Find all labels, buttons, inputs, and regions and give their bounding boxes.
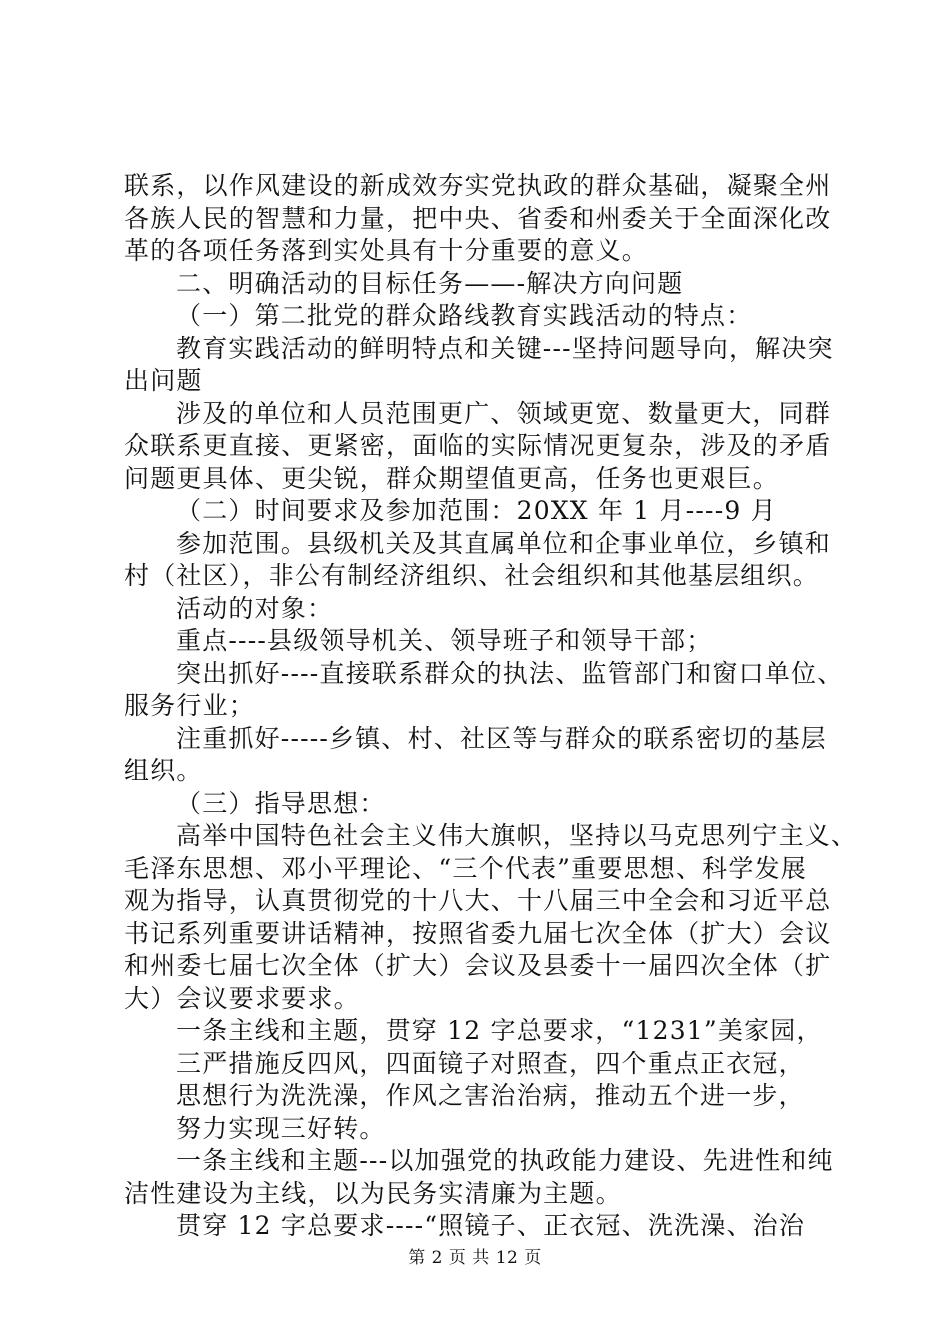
- text-line: 重点----县级领导机关、领导班子和领导干部；: [176, 626, 713, 655]
- text-line: 教育实践活动的鲜明特点和关键---坚持问题导向，解决突: [176, 333, 834, 363]
- text-line: 突出抓好----直接联系群众的执法、监管部门和窗口单位、: [176, 658, 844, 688]
- text-line: 涉及的单位和人员范围更广、领域更宽、数量更大，同群: [176, 398, 832, 428]
- text-line: 注重抓好-----乡镇、村、社区等与群众的联系密切的基层: [176, 723, 827, 753]
- text-line: 书记系列重要讲话精神，按照省委九届七次全体（扩大）会议: [124, 918, 832, 948]
- text-line: 问题更具体、更尖锐，群众期望值更高，任务也更艰巨。: [124, 463, 780, 493]
- text-line: 三严措施反四风，四面镜子对照查，四个重点正衣冠，: [176, 1048, 805, 1078]
- text-line: 一条主线和主题---以加强党的执政能力建设、先进性和纯: [176, 1146, 834, 1175]
- text-line: 众联系更直接、更紧密，面临的实际情况更复杂，涉及的矛盾: [124, 431, 832, 460]
- page-footer: [0, 1243, 950, 1268]
- text-line: 各族人民的智慧和力量，把中央、省委和州委关于全面深化改: [124, 203, 832, 233]
- text-line: 联系，以作风建设的新成效夯实党执政的群众基础，凝聚全州: [124, 171, 832, 200]
- text-line: （二）时间要求及参加范围：20XX 年 1 月----9 月: [176, 496, 777, 525]
- text-line: 二、明确活动的目标任务——-解决方向问题: [176, 268, 684, 298]
- text-line: 洁性建设为主线，以为民务实清廉为主题。: [124, 1178, 622, 1208]
- text-line: 组织。: [124, 756, 203, 785]
- text-line: 出问题: [124, 366, 203, 395]
- text-line: （一）第二批党的群众路线教育实践活动的特点：: [176, 301, 753, 330]
- text-line: 村（社区），非公有制经济组织、社会组织和其他基层组织。: [124, 561, 819, 590]
- text-line: 革的各项任务落到实处具有十分重要的意义。: [124, 236, 649, 265]
- text-line: 和州委七届七次全体（扩大）会议及县委十一届四次全体（扩: [124, 951, 832, 980]
- text-line: 毛泽东思想、邓小平理论、“三个代表”重要思想、科学发展: [124, 853, 807, 883]
- text-line: 活动的对象：: [176, 593, 334, 623]
- document-body: [124, 170, 858, 1243]
- page-number: 第 2 页 共 12 页: [408, 1248, 542, 1268]
- text-line: 服务行业；: [124, 691, 256, 720]
- text-line: 观为指导，认真贯彻党的十八大、十八届三中全会和习近平总: [124, 886, 832, 915]
- text-line: （三）指导思想：: [176, 788, 386, 818]
- text-line: 贯穿 12 字总要求----“照镜子、正衣冠、洗洗澡、治治: [176, 1211, 806, 1240]
- text-line: 大）会议要求要求。: [124, 983, 360, 1013]
- text-line: 高举中国特色社会主义伟大旗帜，坚持以马克思列宁主义、: [176, 821, 858, 850]
- text-line: 参加范围。县级机关及其直属单位和企事业单位，乡镇和: [176, 528, 832, 558]
- text-line: 努力实现三好转。: [176, 1113, 386, 1143]
- text-line: 思想行为洗洗澡，作风之害治治病，推动五个进一步，: [176, 1081, 805, 1110]
- text-line: 一条主线和主题，贯穿 12 字总要求，“1231”美家园，: [176, 1016, 823, 1045]
